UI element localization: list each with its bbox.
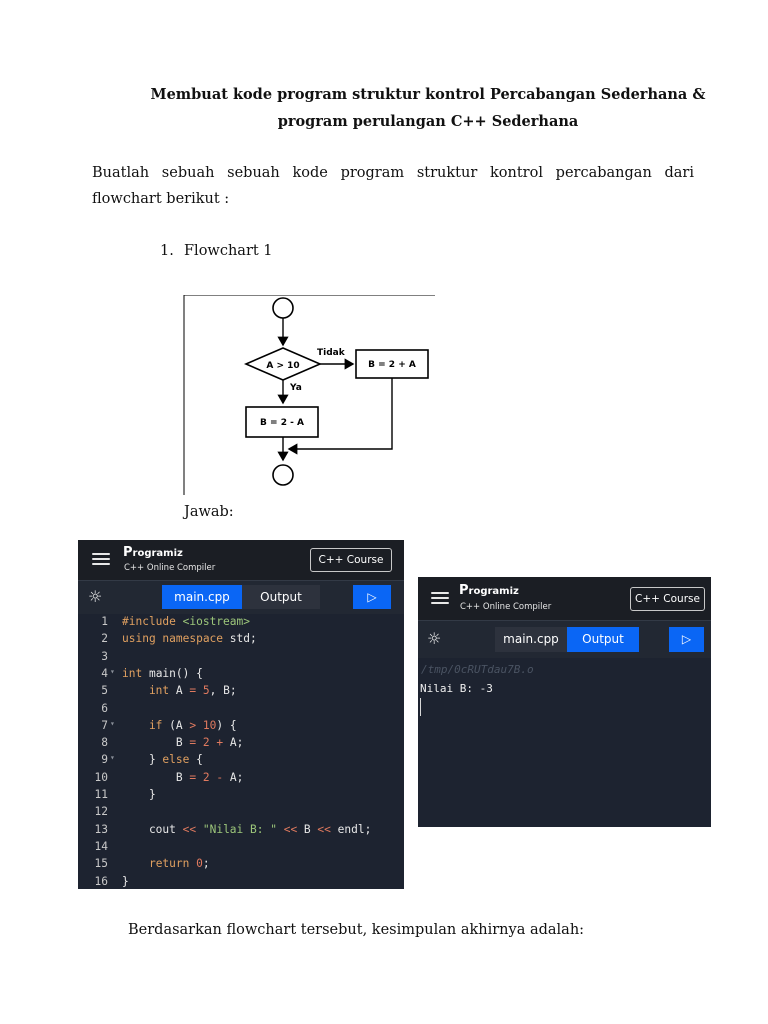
intro-paragraph: Buatlah sebuah sebuah kode program struktur kontrol percabangan dari flowchart berikut : bbox=[92, 165, 694, 207]
list-label: Flowchart 1 bbox=[184, 243, 273, 259]
tab-output[interactable]: Output bbox=[567, 627, 639, 652]
output-screenshot bbox=[418, 577, 711, 827]
code-editor[interactable]: 1 #include <iostream> 2 using namespace std; 3 4 ▾ int main() { 5 int A = 5, B; 6 7 ▾ if (A > 10) { 8 B = 2 + A; 9 ▾ } else { 10 B = 2 - A; 11 } 12 13 cout << "Nilai B: " << B << endl; 14 15 return 0; 16 } bbox=[94, 615, 372, 888]
decision-node bbox=[246, 348, 320, 380]
terminal-cursor bbox=[420, 698, 421, 716]
output-header bbox=[418, 577, 711, 621]
compiler-subtitle: C++ Online Compiler bbox=[460, 602, 552, 612]
tab-main-cpp[interactable]: main.cpp bbox=[162, 585, 242, 609]
no-branch-label: Tidak bbox=[317, 348, 345, 358]
end-node bbox=[273, 465, 293, 485]
fold-arrow-icon[interactable]: ▾ bbox=[110, 666, 115, 676]
output-tabs bbox=[495, 627, 639, 652]
answer-label: Jawab: bbox=[184, 504, 234, 520]
yes-branch-label: Ya bbox=[290, 383, 302, 393]
tab-main-cpp[interactable]: main.cpp bbox=[503, 632, 559, 646]
programiz-logo: Programiz bbox=[459, 583, 519, 598]
editor-toolbar bbox=[78, 581, 404, 614]
fold-arrow-icon[interactable]: ▾ bbox=[110, 753, 115, 763]
fold-arrow-icon[interactable]: ▾ bbox=[110, 718, 115, 728]
play-icon: ▷ bbox=[367, 590, 377, 604]
hamburger-icon[interactable] bbox=[431, 592, 449, 604]
output-result: Nilai B: -3 bbox=[420, 682, 493, 695]
compiler-subtitle: C++ Online Compiler bbox=[124, 563, 216, 573]
editor-screenshot bbox=[78, 540, 404, 889]
output-temp-path: /tmp/0cRUTdau7B.o bbox=[421, 663, 534, 676]
flowchart-figure bbox=[183, 295, 435, 495]
run-button[interactable] bbox=[353, 585, 391, 609]
start-node bbox=[273, 298, 293, 318]
editor-header bbox=[78, 540, 404, 581]
tab-output[interactable]: Output bbox=[260, 590, 302, 604]
document-title-line2: program perulangan C++ Sederhana bbox=[277, 113, 579, 130]
yes-process-node bbox=[246, 407, 318, 437]
play-icon: ▷ bbox=[681, 632, 692, 646]
editor-tabs bbox=[162, 585, 320, 609]
no-process-node bbox=[356, 350, 428, 378]
list-number: 1. bbox=[160, 243, 174, 259]
decision-label: A > 10 bbox=[266, 361, 300, 371]
programiz-logo: Programiz bbox=[123, 545, 183, 560]
conclusion-text: Berdasarkan flowchart tersebut, kesimpulan akhirnya adalah: bbox=[128, 922, 585, 938]
sun-icon[interactable]: ☼ bbox=[427, 629, 442, 648]
no-process-label: B = 2 + A bbox=[368, 360, 416, 370]
list-item-flowchart-1 bbox=[160, 243, 273, 259]
sun-icon[interactable]: ☼ bbox=[88, 587, 103, 606]
course-button[interactable]: C++ Course bbox=[310, 548, 392, 572]
course-button[interactable]: C++ Course bbox=[630, 587, 705, 611]
document-title-line1: Membuat kode program struktur kontrol Percabangan Sederhana & bbox=[150, 86, 706, 103]
hamburger-icon[interactable] bbox=[92, 553, 110, 565]
output-toolbar bbox=[418, 621, 711, 658]
yes-process-label: B = 2 - A bbox=[260, 418, 304, 428]
run-button[interactable] bbox=[669, 627, 704, 652]
